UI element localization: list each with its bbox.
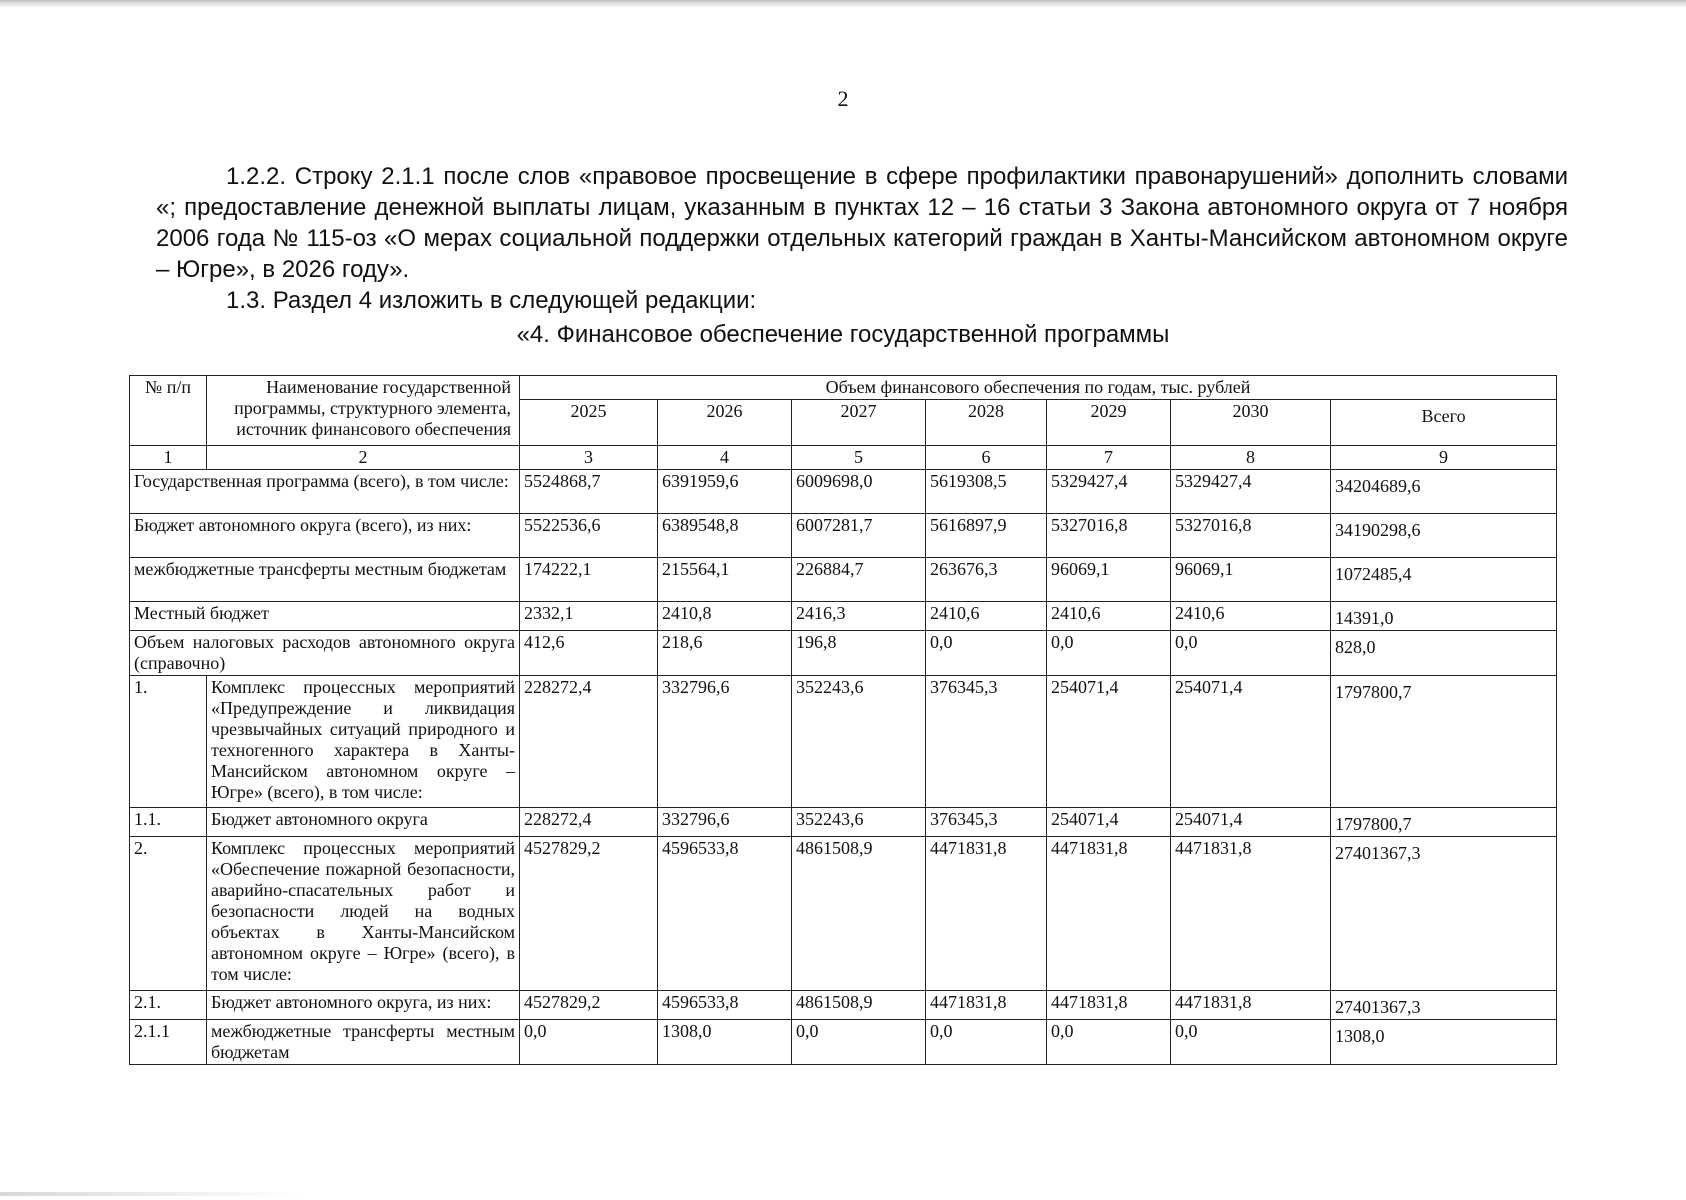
row-value: 196,8 [792,631,926,676]
row-value: 332796,6 [658,676,792,808]
header-row-group [130,376,1557,400]
row-value: 4471831,8 [1171,837,1331,991]
row-value: 254071,4 [1047,676,1171,808]
row-value: 254071,4 [1171,676,1331,808]
table-row [130,631,1557,676]
row-value-total: 828,0 [1331,631,1557,676]
row-value: 5327016,8 [1047,514,1171,558]
table-row [130,676,1557,808]
column-number: 9 [1331,446,1557,470]
row-value: 2416,3 [792,602,926,631]
table-row [130,558,1557,602]
row-value: 412,6 [520,631,658,676]
row-name: Бюджет автономного округа, из них: [207,991,520,1020]
column-number: 8 [1171,446,1331,470]
row-value-total: 1308,0 [1331,1020,1557,1065]
row-value: 2410,6 [1047,602,1171,631]
column-number: 7 [1047,446,1171,470]
row-value: 228272,4 [520,676,658,808]
row-value-total: 1797800,7 [1331,808,1557,837]
row-value: 352243,6 [792,676,926,808]
table-row [130,470,1557,514]
row-value: 0,0 [520,1020,658,1065]
row-value: 2410,8 [658,602,792,631]
row-value: 2410,6 [926,602,1047,631]
paragraph-1-3-text: 1.3. Раздел 4 изложить в следующей редакции: [226,287,757,314]
header-year: 2025 [520,400,658,446]
row-value: 376345,3 [926,808,1047,837]
row-value: 5522536,6 [520,514,658,558]
row-value: 376345,3 [926,676,1047,808]
row-value: 0,0 [1171,631,1331,676]
row-value-total: 1797800,7 [1331,676,1557,808]
header-group-title: Объем финансового обеспечения по годам, тыс. рублей [520,376,1557,400]
row-number: 2.1.1 [130,1020,207,1065]
header-year: 2030 [1171,400,1331,446]
column-number: 4 [658,446,792,470]
row-value: 254071,4 [1047,808,1171,837]
row-value: 2410,6 [1171,602,1331,631]
row-value: 5616897,9 [926,514,1047,558]
row-value: 0,0 [1047,631,1171,676]
row-value: 6007281,7 [792,514,926,558]
row-value: 0,0 [926,631,1047,676]
row-value: 0,0 [1047,1020,1171,1065]
row-value: 6391959,6 [658,470,792,514]
table-row [130,602,1557,631]
row-number: 1. [130,676,207,808]
row-value: 4471831,8 [1047,837,1171,991]
scan-edge-bottom [0,1192,300,1196]
table-row [130,991,1557,1020]
row-value: 4527829,2 [520,837,658,991]
row-value: 228272,4 [520,808,658,837]
row-name: Бюджет автономного округа (всего), из них: [130,514,520,558]
table-row [130,837,1557,991]
row-value: 4527829,2 [520,991,658,1020]
column-number: 6 [926,446,1047,470]
row-number: 2. [130,837,207,991]
column-number-row [130,446,1557,470]
paragraph-1-3 [156,285,1568,316]
row-value: 96069,1 [1171,558,1331,602]
row-value: 2332,1 [520,602,658,631]
row-value: 174222,1 [520,558,658,602]
header-year: 2027 [792,400,926,446]
column-number: 1 [130,446,207,470]
row-value: 96069,1 [1047,558,1171,602]
column-number: 5 [792,446,926,470]
row-number: 2.1. [130,991,207,1020]
row-name: межбюджетные трансферты местным бюджетам [207,1020,520,1065]
header-col-name: Наименование государственной программы, структурного элемента, источник финансового обеспечения [207,376,520,446]
row-value: 5329427,4 [1171,470,1331,514]
scan-edge-top [0,0,1686,8]
row-value: 218,6 [658,631,792,676]
header-year: 2028 [926,400,1047,446]
row-value: 4861508,9 [792,991,926,1020]
row-value-total: 27401367,3 [1331,837,1557,991]
row-value: 332796,6 [658,808,792,837]
header-year: 2029 [1047,400,1171,446]
row-value: 4471831,8 [926,837,1047,991]
table-row [130,808,1557,837]
row-value: 5327016,8 [1171,514,1331,558]
row-value: 4471831,8 [1171,991,1331,1020]
section-title: «4. Финансовое обеспечение государственной программы [516,321,1170,348]
row-value-total: 34190298,6 [1331,514,1557,558]
row-value: 263676,3 [926,558,1047,602]
paragraph-1-2-2 [156,161,1568,285]
row-value: 6389548,8 [658,514,792,558]
row-value: 4861508,9 [792,837,926,991]
table-row [130,1020,1557,1065]
row-value: 352243,6 [792,808,926,837]
row-value: 5524868,7 [520,470,658,514]
row-value: 4596533,8 [658,837,792,991]
row-value: 254071,4 [1171,808,1331,837]
row-name: Государственная программа (всего), в том числе: [130,470,520,514]
table-row [130,514,1557,558]
row-value: 0,0 [1171,1020,1331,1065]
header-total: Всего [1331,400,1557,446]
row-value: 5329427,4 [1047,470,1171,514]
row-value: 4596533,8 [658,991,792,1020]
row-value: 0,0 [926,1020,1047,1065]
column-number: 2 [207,446,520,470]
row-name: Бюджет автономного округа [207,808,520,837]
row-value: 4471831,8 [1047,991,1171,1020]
row-value: 215564,1 [658,558,792,602]
row-number: 1.1. [130,808,207,837]
row-name: Комплекс процессных мероприятий «Предупреждение и ликвидация чрезвычайных ситуаций природного и техногенного характера в Ханты-Мансийском автономном округе – Югре» (всего), в том числе: [207,676,520,808]
row-value: 0,0 [792,1020,926,1065]
row-value: 5619308,5 [926,470,1047,514]
row-value: 4471831,8 [926,991,1047,1020]
header-col-no: № п/п [130,376,207,446]
row-name: Объем налоговых расходов автономного округа (справочно) [130,631,520,676]
row-value-total: 14391,0 [1331,602,1557,631]
row-value: 1308,0 [658,1020,792,1065]
paragraph-1-2-2-text: 1.2.2. Строку 2.1.1 после слов «правовое просвещение в сфере профилактики правонарушений» дополнить словами «; предоставление денежной выплаты лицам, указанным в пунктах 12 – 16 статьи 3 Закона автономного округа от 7 ноября 2006 года № 115-оз «О мерах социальной поддержки отдельных категорий граждан в Ханты-Мансийском автономном округе – Югре», в 2026 году». [156,163,1568,283]
financing-table [129,375,1557,1065]
column-number: 3 [520,446,658,470]
row-name: межбюджетные трансферты местным бюджетам [130,558,520,602]
row-name: Комплекс процессных мероприятий «Обеспечение пожарной безопасности, аварийно-спасательных работ и безопасности людей на водных объектах в Ханты-Мансийском автономном округе – Югре» (всего), в том числе: [207,837,520,991]
row-value-total: 34204689,6 [1331,470,1557,514]
page-number: 2 [837,86,849,111]
row-value-total: 27401367,3 [1331,991,1557,1020]
header-year: 2026 [658,400,792,446]
row-value: 6009698,0 [792,470,926,514]
row-name: Местный бюджет [130,602,520,631]
row-value-total: 1072485,4 [1331,558,1557,602]
row-value: 226884,7 [792,558,926,602]
